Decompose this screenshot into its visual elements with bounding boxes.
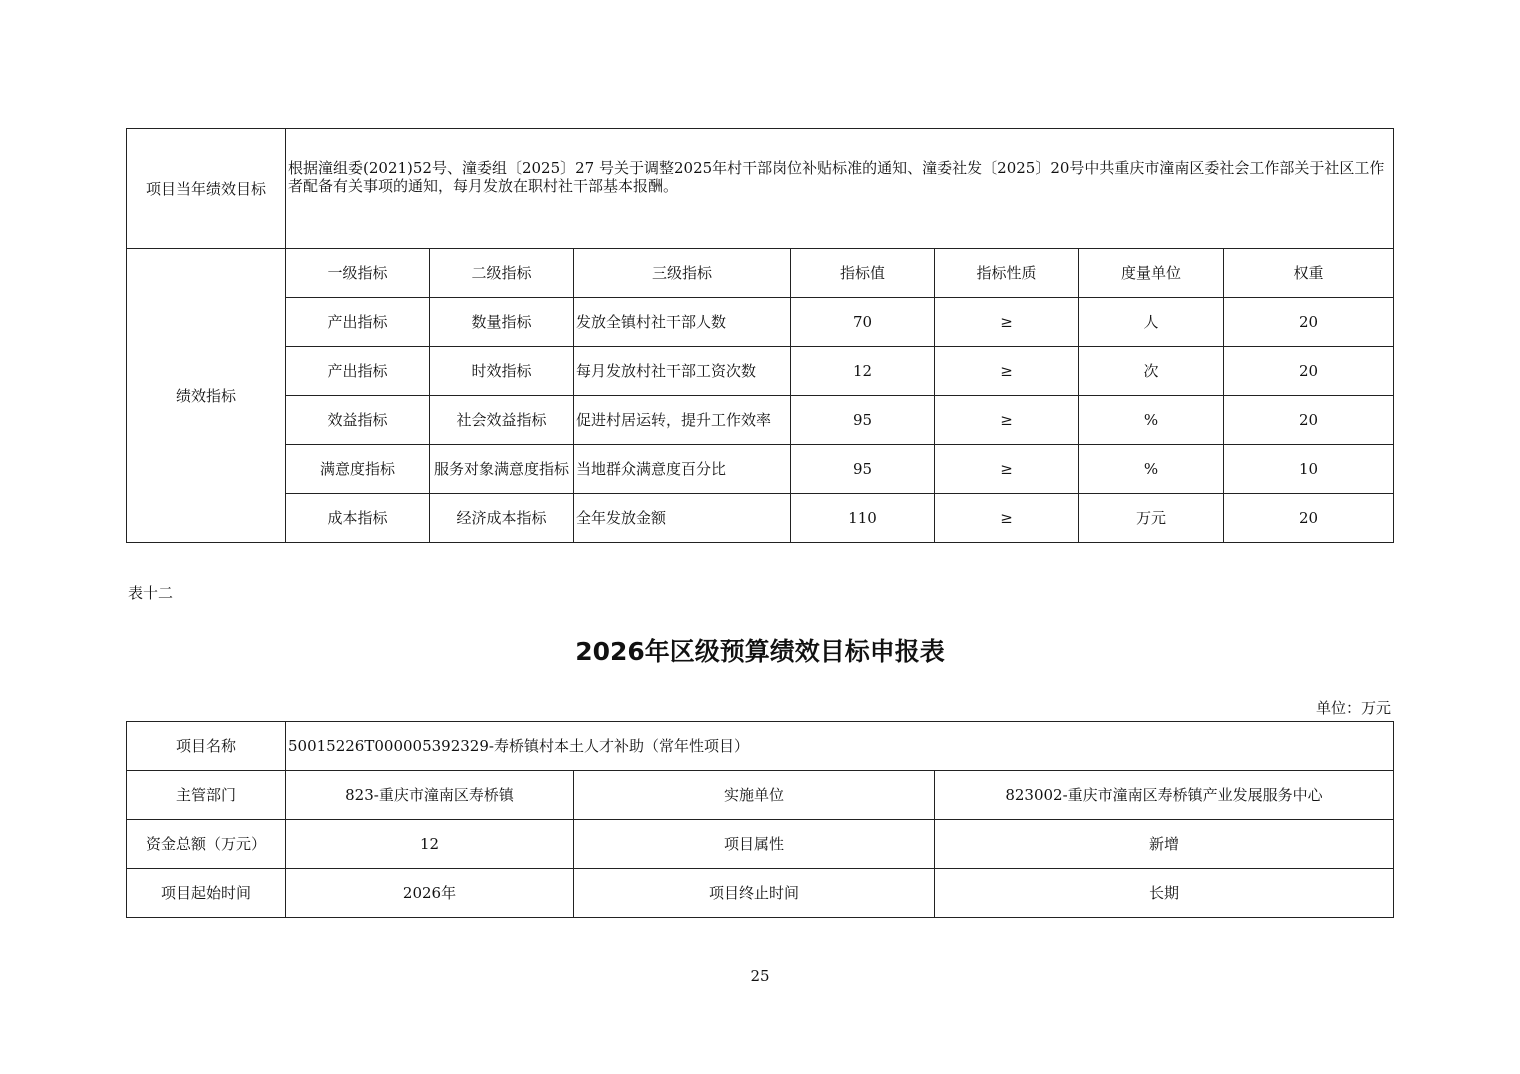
- level1-cell: 效益指标: [286, 396, 430, 445]
- header-cell: 一级指标: [286, 249, 430, 298]
- dept-label: 主管部门: [127, 771, 286, 820]
- indicator-row: [127, 494, 1394, 543]
- nature-cell: ≥: [935, 445, 1079, 494]
- project-info-table: [126, 721, 1394, 918]
- start-label: 项目起始时间: [127, 869, 286, 918]
- nature-cell: ≥: [935, 298, 1079, 347]
- indicator-row: [127, 396, 1394, 445]
- indicator-header-row: [127, 249, 1394, 298]
- level2-cell: 服务对象满意度指标: [430, 445, 574, 494]
- unit-cell: 人: [1079, 298, 1224, 347]
- level2-cell: 社会效益指标: [430, 396, 574, 445]
- level2-cell: 经济成本指标: [430, 494, 574, 543]
- unit-cell: %: [1079, 396, 1224, 445]
- end-label: 项目终止时间: [574, 869, 935, 918]
- level3-cell: 每月发放村社干部工资次数: [574, 347, 791, 396]
- weight-cell: 20: [1224, 347, 1394, 396]
- value-cell: 70: [791, 298, 935, 347]
- unit-note: 单位：万元: [1315, 699, 1391, 717]
- start-value: 2026年: [286, 869, 574, 918]
- unit-cell: 次: [1079, 347, 1224, 396]
- attr-value: 新增: [935, 820, 1394, 869]
- header-cell: 度量单位: [1079, 249, 1224, 298]
- goal-label: 项目当年绩效目标: [127, 129, 286, 249]
- project-name-label: 项目名称: [127, 722, 286, 771]
- level2-cell: 数量指标: [430, 298, 574, 347]
- goal-text: 根据潼组委(2021)52号、潼委组〔2025〕27 号关于调整2025年村干部岗位补贴标准的通知、潼委社发〔2025〕20号中共重庆市潼南区委社会工作部关于社区工作者配备有关事项的通知，每月发放在职村社干部基本报酬。: [286, 129, 1394, 249]
- level3-cell: 全年发放金额: [574, 494, 791, 543]
- level1-cell: 产出指标: [286, 298, 430, 347]
- nature-cell: ≥: [935, 396, 1079, 445]
- nature-cell: ≥: [935, 494, 1079, 543]
- attr-label: 项目属性: [574, 820, 935, 869]
- value-cell: 12: [791, 347, 935, 396]
- value-cell: 95: [791, 396, 935, 445]
- indicator-row: [127, 347, 1394, 396]
- level1-cell: 成本指标: [286, 494, 430, 543]
- indicator-row: [127, 445, 1394, 494]
- end-value: 长期: [935, 869, 1394, 918]
- header-cell: 三级指标: [574, 249, 791, 298]
- level3-cell: 发放全镇村社干部人数: [574, 298, 791, 347]
- funds-value: 12: [286, 820, 574, 869]
- page-title: 2026年区级预算绩效目标申报表: [575, 637, 945, 666]
- nature-cell: ≥: [935, 347, 1079, 396]
- level2-cell: 时效指标: [430, 347, 574, 396]
- indicators-section-label: 绩效指标: [127, 249, 286, 543]
- header-cell: 指标值: [791, 249, 935, 298]
- weight-cell: 20: [1224, 298, 1394, 347]
- value-cell: 95: [791, 445, 935, 494]
- impl-label: 实施单位: [574, 771, 935, 820]
- weight-cell: 20: [1224, 396, 1394, 445]
- level1-cell: 满意度指标: [286, 445, 430, 494]
- performance-goal-table: [126, 128, 1394, 543]
- level1-cell: 产出指标: [286, 347, 430, 396]
- weight-cell: 20: [1224, 494, 1394, 543]
- header-cell: 二级指标: [430, 249, 574, 298]
- level3-cell: 当地群众满意度百分比: [574, 445, 791, 494]
- page-number: 25: [750, 967, 770, 985]
- value-cell: 110: [791, 494, 935, 543]
- unit-cell: %: [1079, 445, 1224, 494]
- funds-label: 资金总额（万元）: [127, 820, 286, 869]
- header-cell: 权重: [1224, 249, 1394, 298]
- header-cell: 指标性质: [935, 249, 1079, 298]
- indicator-row: [127, 298, 1394, 347]
- weight-cell: 10: [1224, 445, 1394, 494]
- unit-cell: 万元: [1079, 494, 1224, 543]
- impl-value: 823002-重庆市潼南区寿桥镇产业发展服务中心: [935, 771, 1394, 820]
- level3-cell: 促进村居运转，提升工作效率: [574, 396, 791, 445]
- table-label: 表十二: [128, 584, 174, 602]
- dept-value: 823-重庆市潼南区寿桥镇: [286, 771, 574, 820]
- project-name-value: 50015226T000005392329-寿桥镇村本土人才补助（常年性项目）: [286, 722, 1394, 771]
